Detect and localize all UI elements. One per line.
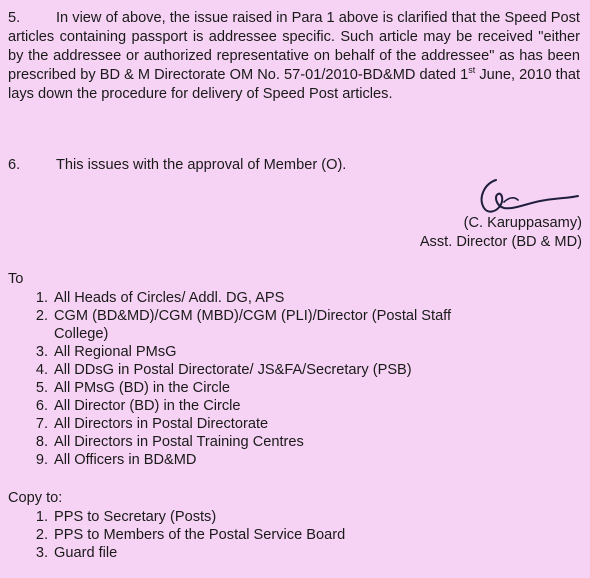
list-item — [0, 379, 474, 397]
list-item-number: 6. — [35, 398, 48, 414]
paragraph-number: 5. — [8, 10, 21, 26]
list-item — [0, 397, 474, 415]
copy-to-label: Copy to: — [8, 490, 63, 506]
to-label: To — [8, 271, 24, 287]
list-item-text: All Officers in BD&MD — [54, 452, 197, 468]
copy-to-list — [0, 508, 474, 562]
list-item-number: 1. — [35, 509, 48, 525]
list-item — [0, 361, 474, 379]
list-item — [0, 526, 474, 544]
list-item-number: 8. — [35, 434, 48, 450]
ordinal-suffix: st — [468, 65, 476, 76]
recipient-list — [0, 289, 474, 469]
list-item — [0, 433, 474, 451]
list-item-number: 3. — [35, 344, 48, 360]
list-item-text: PPS to Secretary (Posts) — [54, 509, 217, 525]
list-item-text: Guard file — [54, 545, 118, 561]
list-item-number: 1. — [35, 290, 48, 306]
paragraph-6-text: This issues with the approval of Member (O). — [56, 157, 347, 173]
list-item-number: 5. — [35, 380, 48, 396]
list-item-text: All Regional PMsG — [54, 344, 177, 360]
list-item — [0, 451, 474, 469]
paragraph-5-text-a: In view of above, the issue raised in Para 1 above is clarified that the Speed Post articles containing passport is addressee specific. Such article may be received "either by the addressee or authorized representative on behalf of the addressee" as has been prescribed by BD & M Directorate OM No. 57-01/2010-BD&MD dated 1 — [8, 10, 580, 83]
signature-block — [420, 214, 582, 252]
paragraph-5-text-b: June, 2010 that lays down the procedure for delivery of Speed Post articles. — [8, 67, 580, 102]
list-item — [0, 415, 474, 433]
list-item-text: All Directors in Postal Directorate — [54, 416, 269, 432]
list-item-text: All Heads of Circles/ Addl. DG, APS — [54, 290, 285, 306]
signatory-designation: Asst. Director (BD & MD) — [419, 234, 582, 250]
list-item-text: All DDsG in Postal Directorate/ JS&FA/Secretary (PSB) — [54, 362, 412, 378]
list-item-number: 9. — [35, 452, 48, 468]
list-item-text: All Director (BD) in the Circle — [54, 398, 241, 414]
list-item-text: All PMsG (BD) in the Circle — [54, 380, 230, 396]
paragraph-5 — [8, 9, 580, 104]
list-item-number: 3. — [35, 545, 48, 561]
list-item-number: 2. — [35, 527, 48, 543]
list-item-text: All Directors in Postal Training Centres — [54, 434, 304, 450]
list-item-text: PPS to Members of the Postal Service Board — [54, 527, 346, 543]
list-item-number: 2. — [35, 308, 48, 324]
list-item — [0, 508, 474, 526]
paragraph-number: 6. — [8, 157, 21, 173]
list-item-text: CGM (BD&MD)/CGM (MBD)/CGM (PLI)/Director (Postal Staff College) — [54, 308, 452, 342]
list-item — [0, 307, 474, 343]
signatory-name: (C. Karuppasamy) — [463, 215, 582, 231]
list-item-number: 4. — [35, 362, 48, 378]
list-item-number: 7. — [35, 416, 48, 432]
list-item — [0, 289, 474, 307]
list-item — [0, 544, 474, 562]
list-item — [0, 343, 474, 361]
